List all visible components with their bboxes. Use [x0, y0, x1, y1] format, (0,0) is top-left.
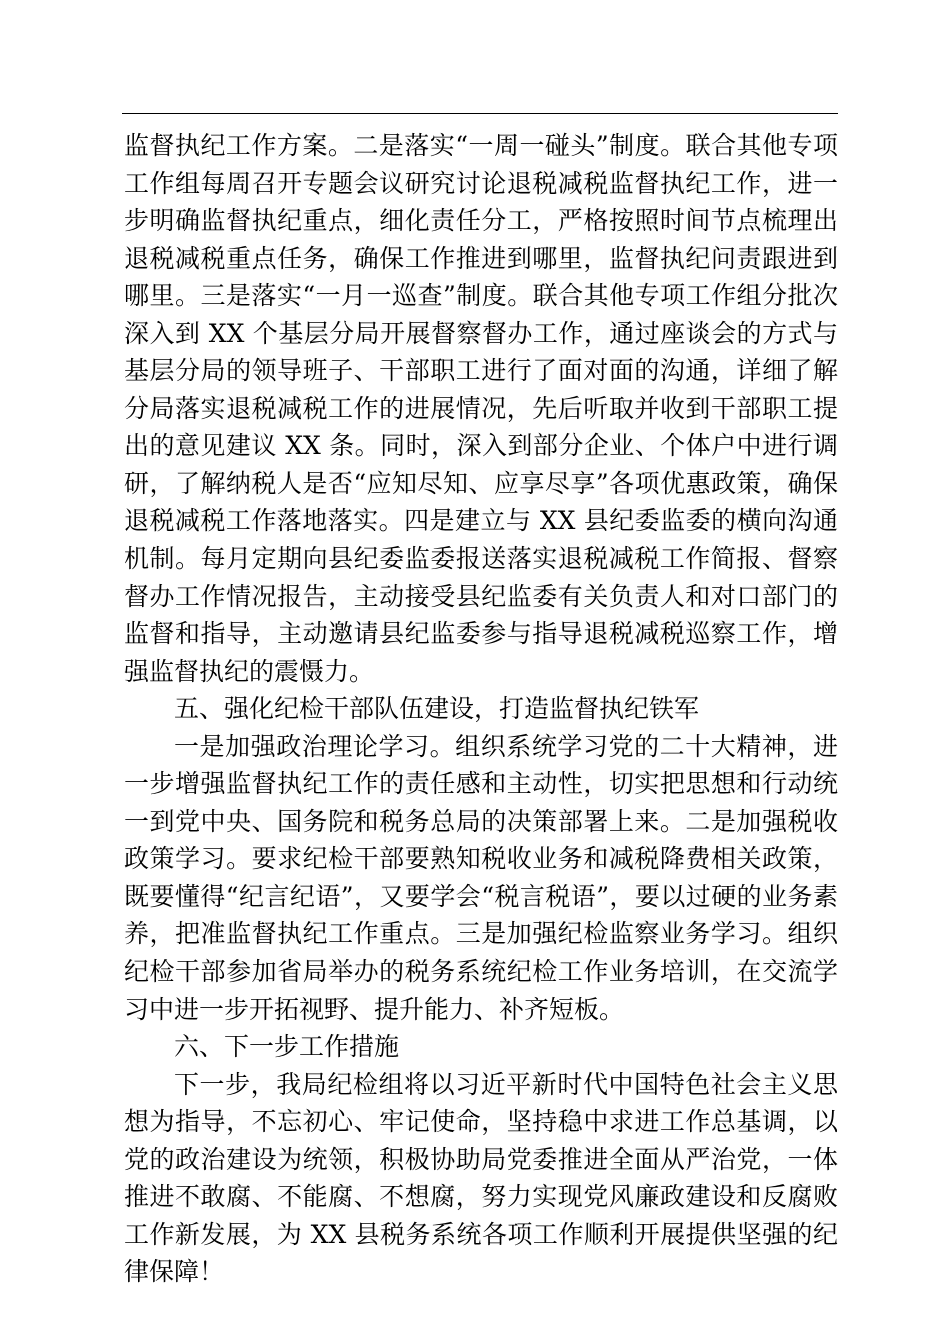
document-body	[124, 127, 838, 1291]
body-paragraph: 下一步，我局纪检组将以习近平新时代中国特色社会主义思想为指导，不忘初心、牢记使命，坚持稳中求进工作总基调，以党的政治建设为统领，积极协助局党委推进全面从严治党，一体推进不敢腐、不能腐、不想腐，努力实现党风廉政建设和反腐败工作新发展，为 XX 县税务系统各项工作顺利开展提供坚强的纪律保障！	[124, 1069, 838, 1287]
section-heading: 六、下一步工作措施	[174, 1032, 400, 1062]
body-paragraph: 监督执纪工作方案。二是落实“一周一碰头”制度。联合其他专项工作组每周召开专题会议研究讨论退税减税监督执纪工作，进一步明确监督执纪重点，细化责任分工，严格按照时间节点梳理出退税减税重点任务，确保工作推进到哪里，监督执纪问责跟进到哪里。三是落实“一月一巡查”制度。联合其他专项工作组分批次深入到 XX 个基层分局开展督察督办工作，通过座谈会的方式与基层分局的领导班子、干部职工进行了面对面的沟通，详细了解分局落实退税减税工作的进展情况，先后听取并收到干部职工提出的意见建议 XX 条。同时，深入到部分企业、个体户中进行调研，了解纳税人是否“应知尽知、应享尽享”各项优惠政策，确保退税减税工作落地落实。四是建立与 XX 县纪委监委的横向沟通机制。每月定期向县纪委监委报送落实退税减税工作简报、督察督办工作情况报告，主动接受县纪监委有关负责人和对口部门的监督和指导，主动邀请县纪监委参与指导退税减税巡察工作，增强监督执纪的震慑力。	[124, 131, 838, 686]
header-rule	[122, 113, 838, 114]
section-heading: 五、强化纪检干部队伍建设，打造监督执纪铁军	[174, 694, 700, 724]
body-paragraph: 一是加强政治理论学习。组织系统学习党的二十大精神，进一步增强监督执纪工作的责任感和主动性，切实把思想和行动统一到党中央、国务院和税务总局的决策部署上来。二是加强税收政策学习。要求纪检干部要熟知税收业务和减税降费相关政策，既要懂得“纪言纪语”，又要学会“税言税语”，要以过硬的业务素养，把准监督执纪工作重点。三是加强纪检监察业务学习。组织纪检干部参加省局举办的税务系统纪检工作业务培训，在交流学习中进一步开拓视野、提升能力、补齐短板。	[124, 731, 838, 1024]
